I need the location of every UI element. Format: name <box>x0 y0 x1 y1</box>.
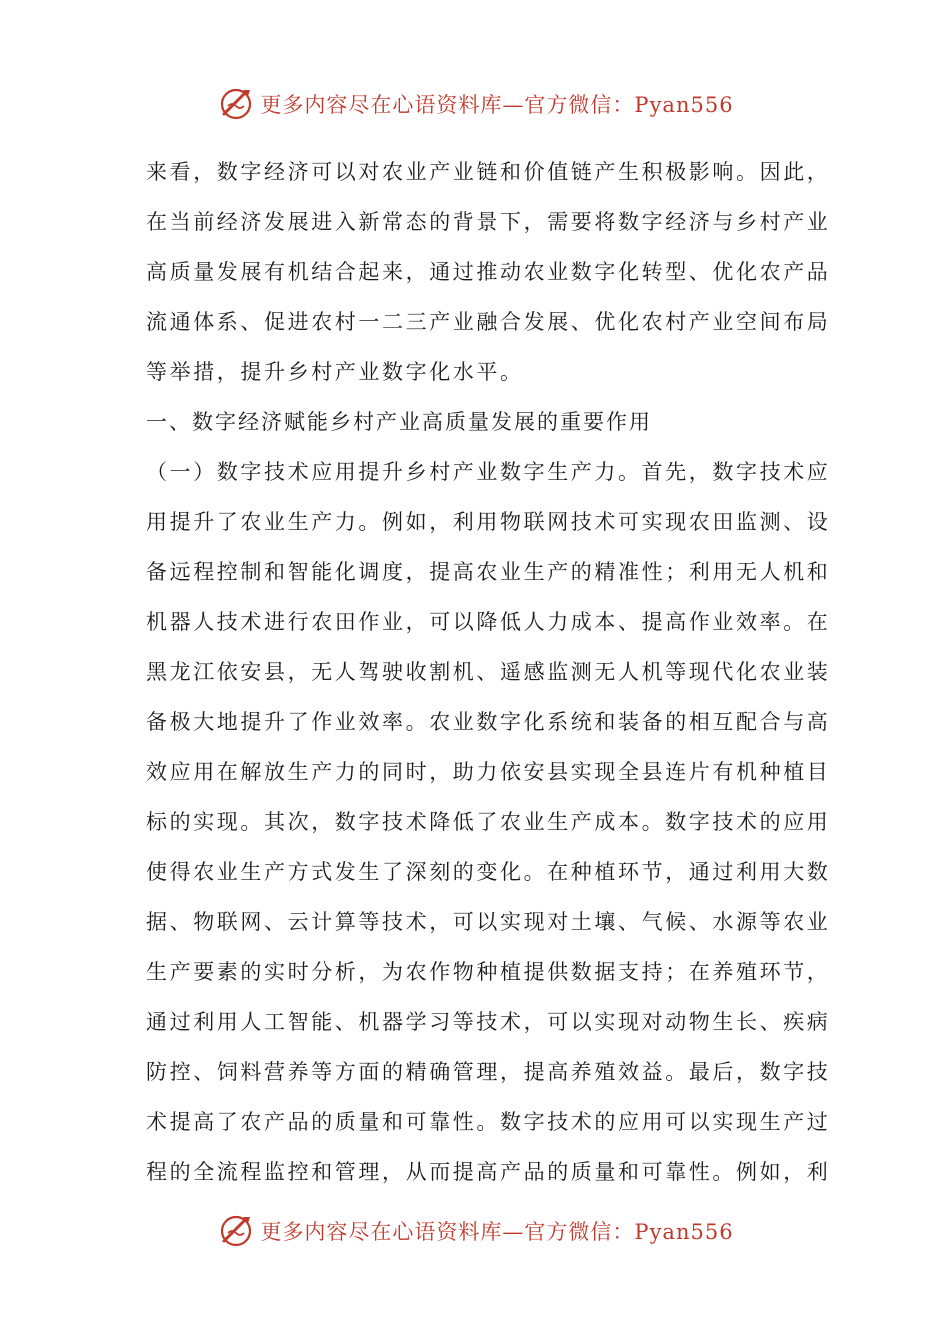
pen-logo-icon <box>216 84 256 124</box>
text-line: 标的实现。其次，数字技术降低了农业生产成本。数字技术的应用 <box>146 810 831 834</box>
text-line: 等举措，提升乡村产业数字化水平。 <box>146 360 524 384</box>
text-line: 在当前经济发展进入新常态的背景下，需要将数字经济与乡村产业 <box>146 210 831 234</box>
footer-banner-text: 更多内容尽在心语资料库—官方微信：Pyan556 <box>260 1220 734 1244</box>
section-heading: 一、数字经济赋能乡村产业高质量发展的重要作用 <box>146 410 652 434</box>
text-line: 效应用在解放生产力的同时，助力依安县实现全县连片有机种植目 <box>146 760 831 784</box>
footer-banner <box>0 1207 950 1255</box>
text-line: 使得农业生产方式发生了深刻的变化。在种植环节，通过利用大数 <box>146 860 831 884</box>
text-line: 机器人技术进行农田作业，可以降低人力成本、提高作业效率。在 <box>146 610 831 634</box>
header-banner <box>0 80 950 128</box>
text-line: 高质量发展有机结合起来，通过推动农业数字化转型、优化农产品 <box>146 260 831 284</box>
text-line: 用提升了农业生产力。例如，利用物联网技术可实现农田监测、设 <box>146 510 831 534</box>
text-line: 备远程控制和智能化调度，提高农业生产的精准性；利用无人机和 <box>146 560 831 584</box>
text-line: 据、物联网、云计算等技术，可以实现对土壤、气候、水源等农业 <box>146 910 831 934</box>
text-line: 防控、饲料营养等方面的精确管理，提高养殖效益。最后，数字技 <box>146 1060 831 1084</box>
text-line: 程的全流程监控和管理，从而提高产品的质量和可靠性。例如，利 <box>146 1160 831 1184</box>
text-line: （一）数字技术应用提升乡村产业数字生产力。首先，数字技术应 <box>146 460 831 484</box>
document-body <box>146 147 831 1197</box>
text-line: 流通体系、促进农村一二三产业融合发展、优化农村产业空间布局 <box>146 310 831 334</box>
pen-logo-icon <box>216 1211 256 1251</box>
text-line: 来看，数字经济可以对农业产业链和价值链产生积极影响。因此， <box>146 160 831 184</box>
header-banner-text: 更多内容尽在心语资料库—官方微信：Pyan556 <box>260 93 734 117</box>
text-line: 生产要素的实时分析，为农作物种植提供数据支持；在养殖环节， <box>146 960 831 984</box>
text-line: 备极大地提升了作业效率。农业数字化系统和装备的相互配合与高 <box>146 710 831 734</box>
text-line: 通过利用人工智能、机器学习等技术，可以实现对动物生长、疾病 <box>146 1010 831 1034</box>
text-line: 术提高了农产品的质量和可靠性。数字技术的应用可以实现生产过 <box>146 1110 831 1134</box>
text-line: 黑龙江依安县，无人驾驶收割机、遥感监测无人机等现代化农业装 <box>146 660 831 684</box>
